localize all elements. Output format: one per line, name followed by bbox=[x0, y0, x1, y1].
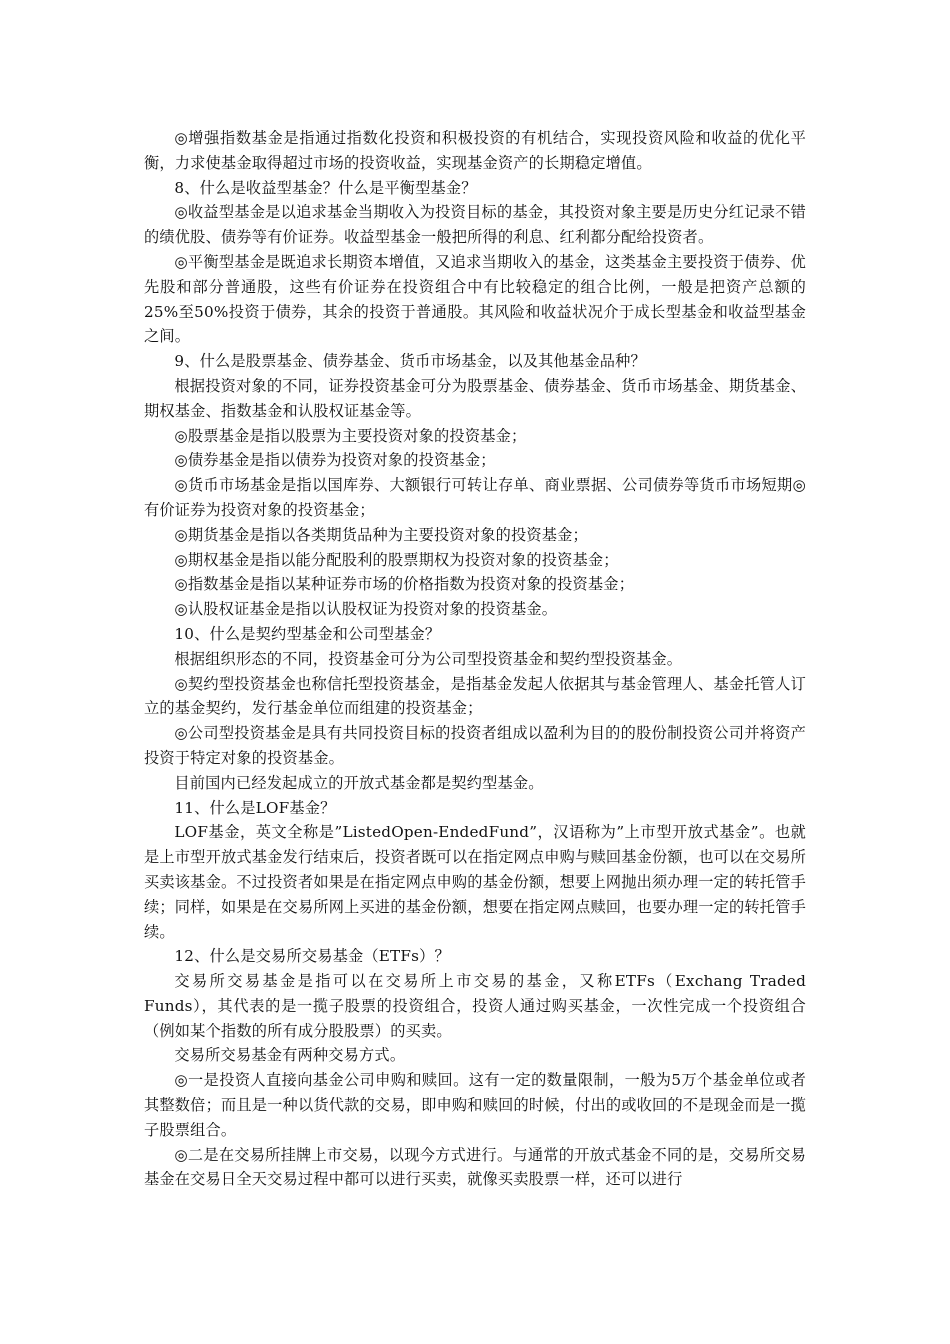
paragraph: ◎指数基金是指以某种证券市场的价格指数为投资对象的投资基金； bbox=[174, 575, 635, 594]
question-heading: 9、什么是股票基金、债券基金、货币市场基金，以及其他基金品种？ bbox=[174, 352, 646, 371]
paragraph: LOF基金，英文全称是”ListedOpen-EndedFund”，汉语称为”上市型开放式基金”。也就是上市型开放式基金发行结束后，投资者既可以在指定网点申购与赎回基金份额，也可以在交易所买卖该基金。不过投资者如果是在指定网点申购的基金份额，想要上网抛出须办理一定的转托管手续；同样，如果是在交易所网上买进的基金份额，想要在指定网点赎回，也要办理一定的转托管手续。 bbox=[144, 823, 806, 941]
paragraph: ◎公司型投资基金是具有共同投资目标的投资者组成以盈利为目的的股份制投资公司并将资产投资于特定对象的投资基金。 bbox=[144, 724, 806, 767]
paragraph: ◎收益型基金是以追求基金当期收入为投资目标的基金，其投资对象主要是历史分红记录不错的绩优股、债券等有价证券。收益型基金一般把所得的利息、红利都分配给投资者。 bbox=[144, 203, 806, 247]
paragraph: 根据组织形态的不同，投资基金可分为公司型投资基金和契约型投资基金。 bbox=[174, 649, 683, 668]
paragraph: ◎期权基金是指以能分配股利的股票期权为投资对象的投资基金； bbox=[174, 550, 619, 569]
paragraph: ◎契约型投资基金也称信托型投资基金，是指基金发起人依据其与基金管理人、基金托管人订立的基金契约，发行基金单位而组建的投资基金； bbox=[144, 674, 806, 718]
paragraph: 根据投资对象的不同，证券投资基金可分为股票基金、债券基金、货币市场基金、期货基金、期权基金、指数基金和认股权证基金等。 bbox=[144, 376, 806, 420]
paragraph: ◎债券基金是指以债券为投资对象的投资基金； bbox=[174, 451, 496, 470]
paragraph: 交易所交易基金是指可以在交易所上市交易的基金，又称ETFs（Exchang Traded Funds），其代表的是一揽子股票的投资组合，投资人通过购买基金，一次性完成一个投资组合（例如某个指数的所有成分股股票）的买卖。 bbox=[144, 972, 806, 1040]
paragraph: ◎增强指数基金是指通过指数化投资和积极投资的有机结合，实现投资风险和收益的优化平衡，力求使基金取得超过市场的投资收益，实现基金资产的长期稳定增值。 bbox=[144, 129, 806, 172]
paragraph: ◎股票基金是指以股票为主要投资对象的投资基金； bbox=[174, 426, 527, 445]
paragraph: 目前国内已经发起成立的开放式基金都是契约型基金。 bbox=[174, 773, 544, 792]
document-page bbox=[144, 126, 806, 1192]
paragraph: ◎一是投资人直接向基金公司申购和赎回。这有一定的数量限制，一般为5万个基金单位或者其整数倍；而且是一种以货代款的交易，即申购和赎回的时候，付出的或收回的不是现金而是一揽子股票组合。 bbox=[144, 1071, 806, 1139]
question-heading: 12、什么是交易所交易基金（ETFs）？ bbox=[174, 947, 450, 966]
paragraph: ◎二是在交易所挂牌上市交易，以现今方式进行。与通常的开放式基金不同的是，交易所交易基金在交易日全天交易过程中都可以进行买卖，就像买卖股票一样，还可以进行 bbox=[144, 1145, 806, 1189]
paragraph: 交易所交易基金有两种交易方式。 bbox=[174, 1046, 406, 1065]
paragraph: ◎平衡型基金是既追求长期资本增值，又追求当期收入的基金，这类基金主要投资于债券、优先股和部分普通股，这些有价证券在投资组合中有比较稳定的组合比例，一般是把资产总额的25%至50%投资于债券，其余的投资于普通股。其风险和收益状况介于成长型基金和收益型基金之间。 bbox=[144, 252, 806, 346]
paragraph: ◎期货基金是指以各类期货品种为主要投资对象的投资基金； bbox=[174, 525, 588, 544]
paragraph: ◎认股权证基金是指以认股权证为投资对象的投资基金。 bbox=[174, 600, 558, 619]
question-heading: 11、什么是LOF基金？ bbox=[174, 798, 336, 817]
question-heading: 8、什么是收益型基金？什么是平衡型基金？ bbox=[174, 178, 477, 197]
question-heading: 10、什么是契约型基金和公司型基金？ bbox=[174, 624, 441, 643]
paragraph: ◎货币市场基金是指以国库券、大额银行可转让存单、商业票据、公司债券等货币市场短期◎有价证券为投资对象的投资基金； bbox=[144, 476, 806, 519]
